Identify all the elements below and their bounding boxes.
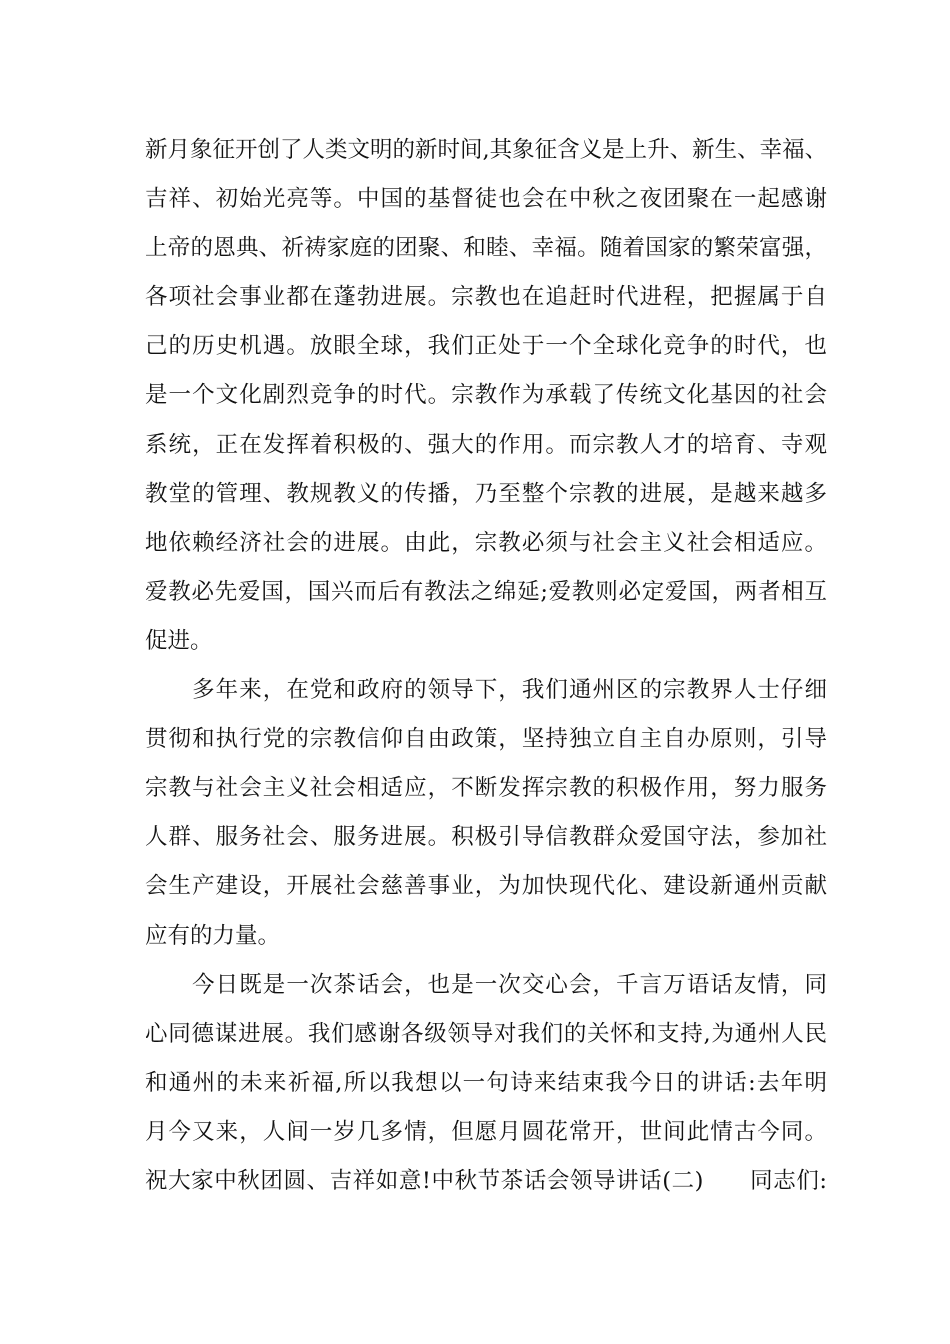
text-line: 上帝的恩典、祈祷家庭的团聚、和睦、幸福。随着国家的繁荣富强， — [145, 235, 827, 262]
text-line: 祝大家中秋团圆、吉祥如意!中秋节茶话会领导讲话(二) 同志们: — [145, 1167, 827, 1194]
paragraph-end-line: 应有的力量。 — [145, 922, 281, 949]
text-line: 会生产建设，开展社会慈善事业，为加快现代化、建设新通州贡献 — [145, 873, 827, 900]
text-line: 爱教必先爱国，国兴而后有教法之绵延;爱教则必定爱国，两者相互 — [145, 578, 827, 605]
text-line: 心同德谋进展。我们感谢各级领导对我们的关怀和支持,为通州人民 — [145, 1020, 827, 1047]
paragraph-end-line: 促进。 — [145, 627, 213, 654]
text-line: 己的历史机遇。放眼全球，我们正处于一个全球化竞争的时代，也 — [145, 333, 827, 360]
text-line: 月今又来，人间一岁几多情，但愿月圆花常开，世间此情古今同。 — [145, 1118, 827, 1145]
text-line: 是一个文化剧烈竞争的时代。宗教作为承载了传统文化基因的社会 — [145, 382, 827, 409]
text-line: 各项社会事业都在蓬勃进展。宗教也在追赶时代进程，把握属于自 — [145, 284, 827, 311]
text-line: 教堂的管理、教规教义的传播，乃至整个宗教的进展，是越来越多 — [145, 480, 827, 507]
text-line: 宗教与社会主义社会相适应，不断发挥宗教的积极作用，努力服务 — [145, 775, 827, 802]
text-line: 多年来，在党和政府的领导下，我们通州区的宗教界人士仔细 — [145, 677, 827, 704]
text-line: 地依赖经济社会的进展。由此，宗教必须与社会主义社会相适应。 — [145, 529, 827, 556]
text-line: 今日既是一次茶话会，也是一次交心会，千言万语话友情，同 — [145, 971, 827, 998]
text-line: 和通州的未来祈福,所以我想以一句诗来结束我今日的讲话:去年明 — [145, 1069, 827, 1096]
text-line: 吉祥、初始光亮等。中国的基督徒也会在中秋之夜团聚在一起感谢 — [145, 186, 827, 213]
text-line: 贯彻和执行党的宗教信仰自由政策，坚持独立自主自办原则，引导 — [145, 726, 827, 753]
document-body — [145, 126, 827, 1206]
text-line: 新月象征开创了人类文明的新时间,其象征含义是上升、新生、幸福、 — [145, 137, 828, 163]
text-line: 系统，正在发挥着积极的、强大的作用。而宗教人才的培育、寺观 — [145, 431, 827, 458]
text-line: 人群、服务社会、服务进展。积极引导信教群众爱国守法，参加社 — [145, 824, 827, 851]
